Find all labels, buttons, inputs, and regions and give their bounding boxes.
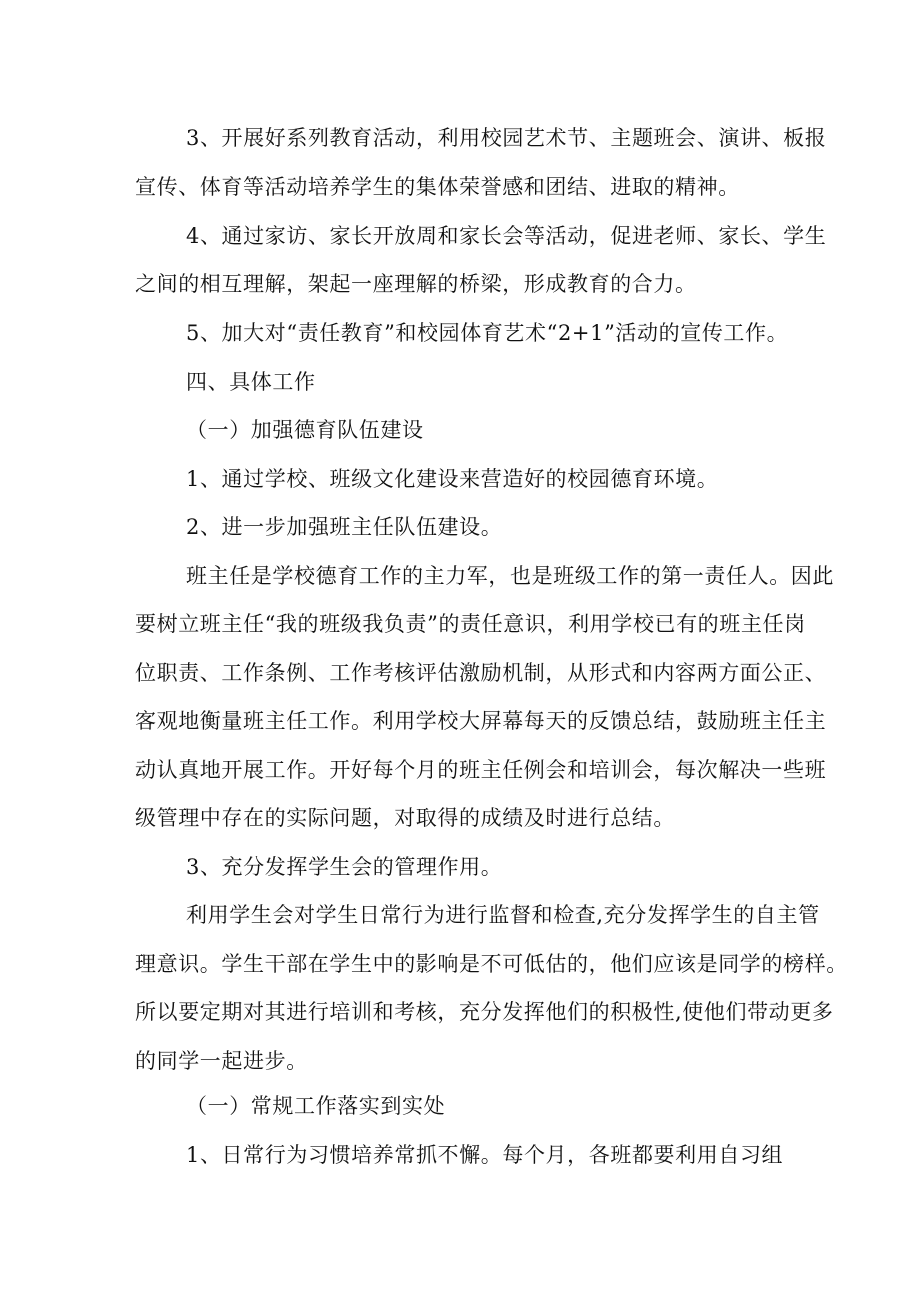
subsection-heading: （一）常规工作落实到实处 [186, 1094, 446, 1118]
paragraph-line: 3、充分发挥学生会的管理作用。 [186, 855, 503, 879]
paragraph-line: 位职责、工作条例、工作考核评估激励机制，从形式和内容两方面公正、 [135, 661, 827, 685]
paragraph-line: 级管理中存在的实际问题，对取得的成绩及时进行总结。 [135, 806, 675, 830]
paragraph-line: 所以要定期对其进行培训和考核，充分发挥他们的积极性,使他们带动更多 [135, 1000, 834, 1024]
paragraph-line: 3、开展好系列教育活动，利用校园艺术节、主题班会、演讲、板报 [186, 126, 827, 150]
paragraph-line: 2、进一步加强班主任队伍建设。 [186, 515, 503, 539]
paragraph-line: 客观地衡量班主任工作。利用学校大屏幕每天的反馈总结，鼓励班主任主 [135, 709, 827, 733]
paragraph-line: 宣传、体育等活动培养学生的集体荣誉感和团结、进取的精神。 [135, 175, 740, 199]
section-heading: 四、具体工作 [186, 370, 316, 394]
paragraph-line: 4、通过家访、家长开放周和家长会等活动，促进老师、家长、学生 [186, 224, 827, 248]
paragraph-line: 动认真地开展工作。开好每个月的班主任例会和培训会，每次解决一些班 [135, 758, 827, 782]
paragraph-line: 1、通过学校、班级文化建设来营造好的校园德育环境。 [186, 467, 719, 491]
paragraph-line: 1、日常行为习惯培养常抓不懈。每个月，各班都要利用自习组 [186, 1143, 784, 1167]
paragraph-line: 要树立班主任“我的班级我负责”的责任意识，利用学校已有的班主任岗 [135, 612, 806, 636]
subsection-heading: （一）加强德育队伍建设 [186, 418, 424, 442]
paragraph-line: 利用学生会对学生日常行为进行监督和检查,充分发挥学生的自主管 [186, 903, 820, 927]
paragraph-line: 班主任是学校德育工作的主力军，也是班级工作的第一责任人。因此 [186, 564, 834, 588]
paragraph-line: 的同学一起进步。 [135, 1049, 308, 1073]
paragraph-line: 理意识。学生干部在学生中的影响是不可低估的，他们应该是同学的榜样。 [135, 952, 848, 976]
paragraph-line: 5、加大对“责任教育”和校园体育艺术“2+1”活动的宣传工作。 [186, 321, 789, 345]
paragraph-line: 之间的相互理解，架起一座理解的桥梁，形成教育的合力。 [135, 272, 697, 296]
